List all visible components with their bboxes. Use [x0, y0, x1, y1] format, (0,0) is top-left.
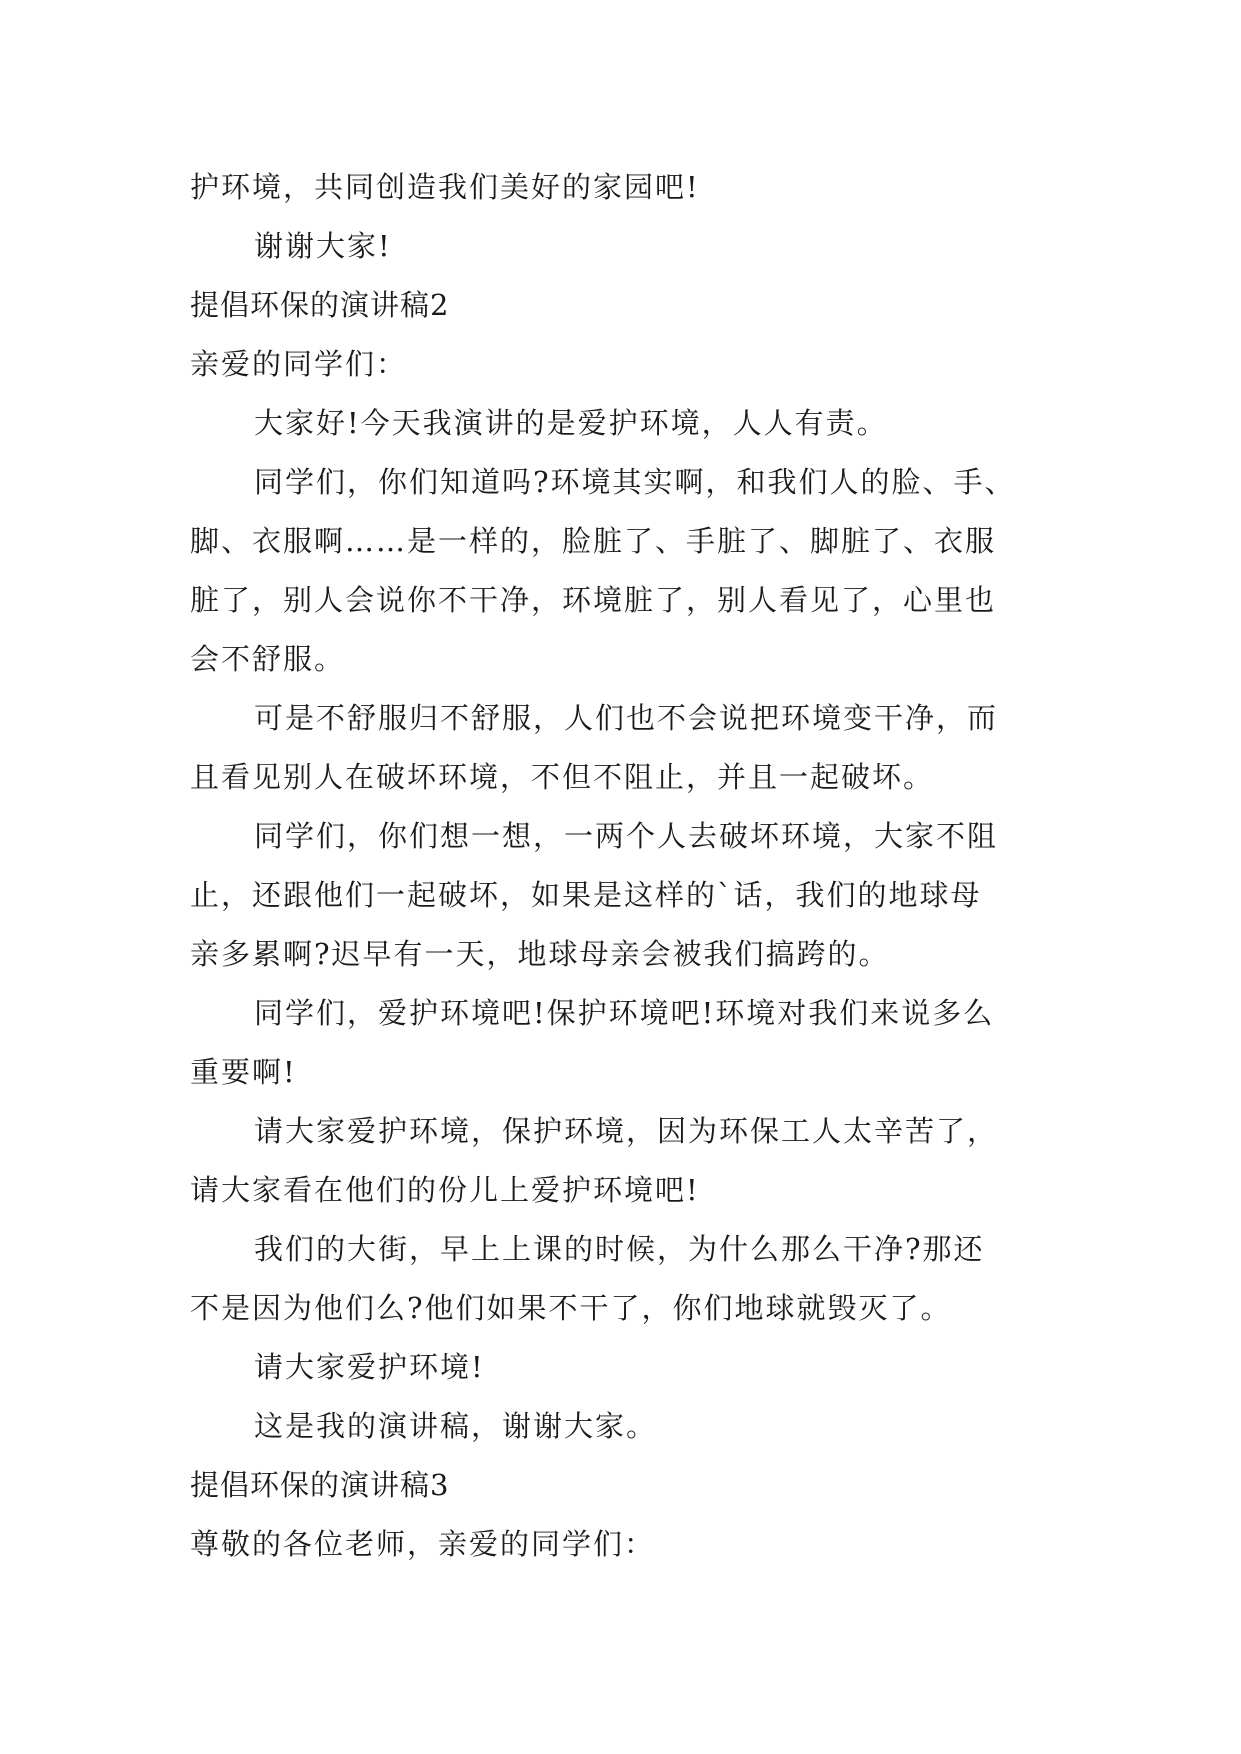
paragraph-line: 且看见别人在破坏环境，不但不阻止，并且一起破坏。	[190, 760, 935, 794]
salutation: 尊敬的各位老师，亲爱的同学们：	[190, 1527, 656, 1561]
paragraph-line: 我们的大街，早上上课的时候，为什么那么干净?那还	[254, 1232, 985, 1266]
paragraph-line: 脚、衣服啊……是一样的，脸脏了、手脏了、脚脏了、衣服	[190, 524, 997, 558]
section-heading: 提倡环保的演讲稿2	[190, 288, 450, 322]
salutation: 亲爱的同学们：	[190, 347, 408, 381]
paragraph-line: 亲多累啊?迟早有一天，地球母亲会被我们搞跨的。	[190, 937, 890, 971]
paragraph-line: 重要啊!	[190, 1055, 297, 1089]
paragraph-line: 请大家看在他们的份儿上爱护环境吧!	[190, 1173, 700, 1207]
paragraph-line: 同学们，你们知道吗?环境其实啊，和我们人的脸、手、	[254, 465, 1016, 499]
paragraph-line: 可是不舒服归不舒服，人们也不会说把环境变干净，而	[254, 701, 999, 735]
paragraph-line: 同学们，你们想一想，一两个人去破坏环境，大家不阻	[254, 819, 999, 853]
document-body	[190, 158, 1070, 1574]
paragraph-line: 不是因为他们么?他们如果不干了，你们地球就毁灭了。	[190, 1291, 952, 1325]
paragraph-line: 请大家爱护环境，保护环境，因为环保工人太辛苦了，	[254, 1114, 999, 1148]
paragraph-line: 大家好!今天我演讲的是爱护环境，人人有责。	[254, 406, 888, 440]
paragraph-line: 请大家爱护环境!	[254, 1350, 485, 1384]
paragraph-line: 护环境，共同创造我们美好的家园吧!	[190, 170, 700, 204]
paragraph-line: 谢谢大家!	[254, 229, 392, 263]
paragraph-line: 这是我的演讲稿，谢谢大家。	[254, 1409, 658, 1443]
paragraph-line: 止，还跟他们一起破坏，如果是这样的`话，我们的地球母	[190, 878, 982, 912]
paragraph-line: 会不舒服。	[190, 642, 346, 676]
paragraph-line: 同学们，爱护环境吧!保护环境吧!环境对我们来说多么	[254, 996, 995, 1030]
section-heading: 提倡环保的演讲稿3	[190, 1468, 450, 1502]
paragraph-line: 脏了，别人会说你不干净，环境脏了，别人看见了，心里也	[190, 583, 997, 617]
